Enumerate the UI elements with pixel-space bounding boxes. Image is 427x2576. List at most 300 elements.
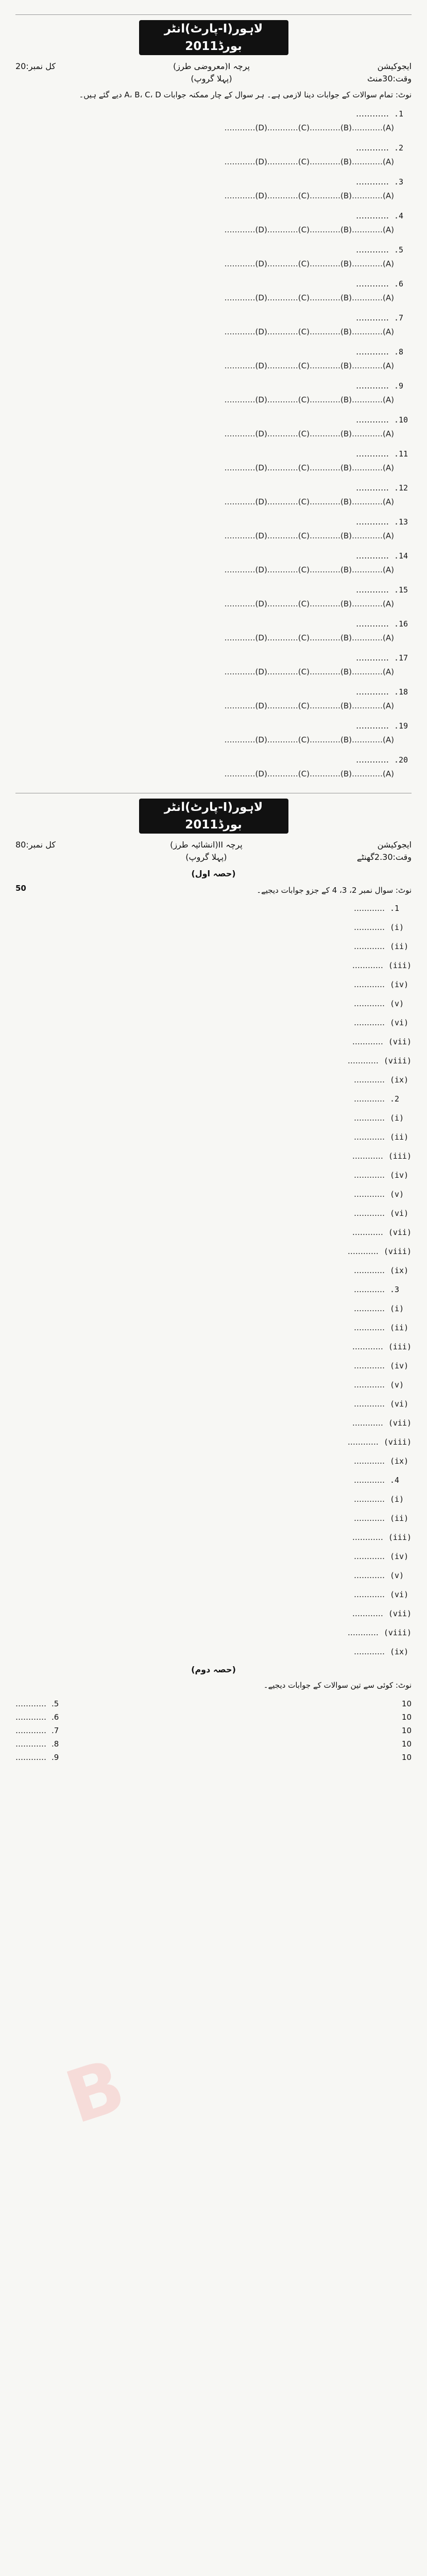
objective-question-options: (A)…………(B)…………(C)…………(D)………… [224, 463, 394, 472]
short-question-line [15, 1626, 412, 1639]
objective-question-number: 8. [394, 347, 404, 357]
short-question-line [15, 978, 412, 991]
short-question-item [15, 1341, 412, 1353]
objective-question-line [15, 549, 412, 563]
short-question-line [15, 1188, 412, 1201]
short-questions-list [15, 902, 412, 1658]
section-one-block [15, 884, 412, 1658]
short-question-text: ………… [352, 1418, 383, 1428]
objective-question-number: 3. [394, 177, 404, 187]
objective-question-text: ………… [356, 177, 389, 187]
short-question-number: (vii) [388, 1418, 412, 1428]
short-question-line [15, 1607, 412, 1620]
long-question-item [15, 1710, 412, 1724]
short-question-number: (iii) [388, 1533, 412, 1542]
short-question-line [15, 1341, 412, 1353]
objective-question-text: ………… [356, 449, 389, 459]
short-question-item [15, 1588, 412, 1601]
short-question-line [15, 1131, 412, 1144]
paper-1-left-meta [367, 60, 412, 85]
short-question-number: (v) [390, 1380, 404, 1389]
objective-question-options: (A)…………(B)…………(C)…………(D)………… [224, 361, 394, 370]
short-question-line [15, 1550, 412, 1563]
short-question-text: ………… [354, 942, 385, 951]
short-question-item [15, 1474, 412, 1487]
objective-question-item [15, 549, 412, 577]
short-question-number: (iv) [390, 980, 409, 989]
objective-question-text: ………… [356, 415, 389, 425]
paper-1-time: وقت:30منٹ [367, 74, 412, 83]
short-question-item [15, 1226, 412, 1239]
objective-question-options: (A)…………(B)…………(C)…………(D)………… [224, 157, 394, 166]
short-question-item [15, 1188, 412, 1201]
objective-question-line [15, 243, 412, 257]
short-question-line [15, 1112, 412, 1125]
long-question-content [15, 1697, 59, 1710]
objective-question-options: (A)…………(B)…………(C)…………(D)………… [224, 327, 394, 336]
objective-question-number: 20. [394, 755, 408, 765]
long-question-text: ………… [15, 1713, 46, 1722]
objective-question-number: 14. [394, 551, 408, 561]
objective-question-line [15, 719, 412, 733]
short-question-item [15, 1074, 412, 1087]
objective-question-item [15, 583, 412, 611]
paper-1-instructions: نوٹ: تمام سوالات کے جوابات دینا لازمی ہے۔ ہر سوال کے چار ممکنہ جوابات A، B، C، D دیے گئے ہیں۔ [79, 90, 412, 99]
short-question-text: ………… [354, 1018, 385, 1027]
paper-1-right-meta [15, 60, 56, 73]
section-two-heading: (حصہ دوم) [191, 1665, 236, 1674]
objective-question-options: (A)…………(B)…………(C)…………(D)………… [224, 429, 394, 438]
long-question-item [15, 1751, 412, 1764]
objective-question-item [15, 243, 412, 270]
short-question-line [15, 1646, 412, 1658]
short-question-text: ………… [354, 1514, 385, 1523]
objective-question-item [15, 413, 412, 440]
paper-2-marks: کل نمبر:80 [15, 840, 56, 850]
objective-question-text: ………… [356, 517, 389, 527]
short-question-text: ………… [352, 1533, 383, 1542]
objective-question-item [15, 651, 412, 679]
short-question-text: ………… [354, 1456, 385, 1466]
short-question-item [15, 1379, 412, 1392]
short-question-line [15, 1207, 412, 1220]
paper-1-title: انٹر(پارٹ-I)لاہور بورڈ2011 [139, 20, 288, 55]
short-question-item [15, 1055, 412, 1067]
short-question-item [15, 1093, 412, 1106]
short-question-text: ………… [354, 1361, 385, 1370]
short-question-item [15, 1169, 412, 1182]
short-question-text: ………… [354, 1495, 385, 1504]
short-question-item [15, 1112, 412, 1125]
short-question-text: ………… [354, 1285, 385, 1294]
objective-question-number: 19. [394, 721, 408, 731]
short-question-number: (ix) [390, 1266, 409, 1275]
short-question-number: (ii) [390, 942, 409, 951]
short-question-line [15, 1588, 412, 1601]
objective-question-line [15, 311, 412, 325]
long-question-marks: 10 [401, 1726, 412, 1735]
short-question-text: ………… [354, 1266, 385, 1275]
objective-question-line [15, 345, 412, 359]
objective-question-item [15, 311, 412, 338]
short-question-number: (vi) [390, 1399, 409, 1409]
short-question-item [15, 921, 412, 934]
short-question-number: 3. [390, 1285, 400, 1294]
short-question-text: ………… [352, 1342, 383, 1351]
objective-question-text: ………… [356, 143, 389, 152]
objective-question-text: ………… [356, 653, 389, 663]
watermark-logo: B [56, 2043, 134, 2140]
short-question-text: ………… [354, 1323, 385, 1332]
short-question-text: ………… [352, 1037, 383, 1046]
short-question-number: (i) [390, 923, 404, 932]
short-question-item [15, 1493, 412, 1506]
short-question-text: ………… [347, 1056, 379, 1065]
paper-2-meta [15, 839, 412, 863]
long-question-marks: 10 [401, 1699, 412, 1708]
short-question-number: (ix) [390, 1075, 409, 1084]
short-question-line [15, 1169, 412, 1182]
long-question-text: ………… [15, 1726, 46, 1735]
paper-1-center-meta [173, 60, 250, 85]
short-question-number: (viii) [383, 1628, 412, 1637]
short-question-text: ………… [354, 1647, 385, 1656]
long-questions-list [15, 1697, 412, 1764]
short-question-item [15, 1016, 412, 1029]
objective-question-item [15, 481, 412, 509]
long-question-number: 8. [52, 1739, 59, 1749]
objective-question-item [15, 515, 412, 543]
short-question-line [15, 1074, 412, 1087]
short-question-number: (vi) [390, 1590, 409, 1599]
short-question-item [15, 1245, 412, 1258]
objective-question-item [15, 209, 412, 236]
short-question-line [15, 1036, 412, 1048]
objective-question-number: 17. [394, 653, 408, 663]
short-question-item [15, 997, 412, 1010]
short-question-number: (v) [390, 1190, 404, 1199]
short-question-line [15, 1360, 412, 1372]
objective-question-number: 10. [394, 415, 408, 425]
short-question-item [15, 1646, 412, 1658]
short-question-line [15, 1531, 412, 1544]
short-question-item [15, 1131, 412, 1144]
short-question-item [15, 1436, 412, 1449]
objective-question-text: ………… [356, 279, 389, 289]
short-question-line [15, 1569, 412, 1582]
long-question-marks: 10 [401, 1753, 412, 1762]
objective-question-options: (A)…………(B)…………(C)…………(D)………… [224, 633, 394, 642]
short-question-item [15, 1569, 412, 1582]
short-question-number: (ii) [390, 1514, 409, 1523]
long-question-marks: 10 [401, 1739, 412, 1749]
short-question-line [15, 997, 412, 1010]
paper-1-marks: کل نمبر:20 [15, 61, 56, 71]
short-question-number: (ix) [390, 1647, 409, 1656]
objective-question-line [15, 515, 412, 529]
short-question-number: 2. [390, 1094, 400, 1104]
short-question-line [15, 1302, 412, 1315]
objective-question-text: ………… [356, 109, 389, 118]
objective-question-line [15, 413, 412, 427]
short-question-number: (ii) [390, 1323, 409, 1332]
short-question-text: ………… [354, 1304, 385, 1313]
paper-2-time: وقت:2.30گھنٹے [356, 852, 412, 862]
objective-question-line [15, 617, 412, 631]
short-question-item [15, 1607, 412, 1620]
objective-question-options: (A)…………(B)…………(C)…………(D)………… [224, 191, 394, 200]
short-question-line [15, 1093, 412, 1106]
short-question-line [15, 1016, 412, 1029]
short-question-number: (ix) [390, 1456, 409, 1466]
objective-question-number: 1. [394, 109, 404, 118]
short-question-text: ………… [354, 980, 385, 989]
objective-question-item [15, 277, 412, 304]
objective-question-item [15, 447, 412, 474]
short-question-text: ………… [354, 999, 385, 1008]
objective-question-options: (A)…………(B)…………(C)…………(D)………… [224, 259, 394, 268]
objective-question-item [15, 141, 412, 168]
objective-question-options: (A)…………(B)…………(C)…………(D)………… [224, 599, 394, 608]
objective-question-text: ………… [356, 381, 389, 391]
short-question-text: ………… [354, 1571, 385, 1580]
objective-question-options: (A)…………(B)…………(C)…………(D)………… [224, 497, 394, 506]
long-question-text: ………… [15, 1739, 46, 1749]
short-question-number: (iii) [388, 961, 412, 970]
objective-question-options: (A)…………(B)…………(C)…………(D)………… [224, 769, 394, 778]
short-question-text: ………… [354, 1094, 385, 1104]
short-question-line [15, 1264, 412, 1277]
paper-1-subject: ایجوکیشن [377, 61, 412, 71]
objective-question-item [15, 617, 412, 645]
section-one-marks: 50 [15, 884, 26, 893]
long-question-item [15, 1737, 412, 1751]
objective-question-item [15, 107, 412, 134]
objective-question-options: (A)…………(B)…………(C)…………(D)………… [224, 565, 394, 574]
short-question-item [15, 1531, 412, 1544]
objective-question-number: 6. [394, 279, 404, 289]
objective-question-options: (A)…………(B)…………(C)…………(D)………… [224, 395, 394, 404]
short-question-text: ………… [352, 961, 383, 970]
short-question-item [15, 1150, 412, 1163]
objective-question-line [15, 379, 412, 393]
paper-1-section [15, 14, 412, 781]
objective-question-text: ………… [356, 245, 389, 255]
short-question-line [15, 1245, 412, 1258]
objective-question-options: (A)…………(B)…………(C)…………(D)………… [224, 293, 394, 302]
short-question-text: ………… [352, 1609, 383, 1618]
objective-question-line [15, 277, 412, 291]
short-question-line [15, 959, 412, 972]
objective-question-item [15, 685, 412, 713]
short-question-number: (vii) [388, 1228, 412, 1237]
short-question-text: ………… [354, 1171, 385, 1180]
paper-2-right-meta [15, 839, 56, 851]
paper-1-meta [15, 60, 412, 85]
objective-question-options: (A)…………(B)…………(C)…………(D)………… [224, 531, 394, 540]
short-question-number: (viii) [383, 1437, 412, 1447]
objective-question-item [15, 175, 412, 202]
long-question-text: ………… [15, 1699, 46, 1708]
objective-question-number: 11. [394, 449, 408, 459]
short-question-number: (vi) [390, 1209, 409, 1218]
short-question-item [15, 902, 412, 915]
paper-1-group: (پہلا گروپ) [191, 74, 232, 83]
short-question-line [15, 1417, 412, 1430]
short-question-text: ………… [354, 1190, 385, 1199]
objective-question-number: 12. [394, 483, 408, 493]
objective-question-number: 16. [394, 619, 408, 629]
short-question-number: (i) [390, 1304, 404, 1313]
objective-question-line [15, 481, 412, 495]
short-question-number: (iv) [390, 1361, 409, 1370]
short-question-number: (vi) [390, 1018, 409, 1027]
objective-question-options: (A)…………(B)…………(C)…………(D)………… [224, 123, 394, 132]
objective-question-line [15, 141, 412, 155]
short-question-line [15, 1398, 412, 1411]
paper-2-subject: ایجوکیشن [377, 840, 412, 850]
short-question-line [15, 1512, 412, 1525]
short-question-item [15, 978, 412, 991]
objective-question-number: 7. [394, 313, 404, 323]
short-question-text: ………… [354, 1209, 385, 1218]
objective-question-text: ………… [356, 483, 389, 493]
objective-question-options: (A)…………(B)…………(C)…………(D)………… [224, 667, 394, 676]
objective-question-line [15, 651, 412, 665]
short-question-line [15, 1455, 412, 1468]
long-question-content [15, 1710, 59, 1724]
short-question-item [15, 1417, 412, 1430]
objective-question-line [15, 107, 412, 121]
long-question-content [15, 1724, 59, 1737]
short-question-text: ………… [354, 1476, 385, 1485]
paper-2-section [15, 793, 412, 1764]
paper-1-paper: پرچہ I(معروضی طرز) [173, 61, 250, 71]
short-question-text: ………… [352, 1151, 383, 1161]
long-question-item [15, 1724, 412, 1737]
short-question-line [15, 1321, 412, 1334]
short-question-line [15, 1474, 412, 1487]
short-question-text: ………… [354, 1552, 385, 1561]
short-question-text: ………… [347, 1437, 379, 1447]
objective-question-text: ………… [356, 721, 389, 731]
paper-2-center-meta [170, 839, 243, 863]
objective-question-text: ………… [356, 619, 389, 629]
short-question-line [15, 1493, 412, 1506]
long-question-item [15, 1697, 412, 1710]
short-question-number: (vii) [388, 1037, 412, 1046]
short-question-number: (i) [390, 1495, 404, 1504]
short-question-item [15, 1302, 412, 1315]
short-question-text: ………… [354, 923, 385, 932]
short-question-number: (iv) [390, 1552, 409, 1561]
short-question-line [15, 921, 412, 934]
short-question-item [15, 1360, 412, 1372]
short-question-number: (v) [390, 1571, 404, 1580]
objective-question-text: ………… [356, 551, 389, 561]
paper-2-instructions: نوٹ: سوال نمبر 2، 3، 4 کے جزو جوابات دیجیے۔ [257, 886, 412, 895]
objective-question-number: 2. [394, 143, 404, 152]
short-question-number: (v) [390, 999, 404, 1008]
short-question-item [15, 1550, 412, 1563]
long-question-content [15, 1751, 59, 1764]
long-question-number: 9. [52, 1753, 59, 1762]
objective-question-text: ………… [356, 211, 389, 221]
paper-2-left-meta [357, 839, 412, 863]
short-question-line [15, 1150, 412, 1163]
short-question-line [15, 1436, 412, 1449]
short-question-item [15, 1283, 412, 1296]
short-question-number: (vii) [388, 1609, 412, 1618]
short-question-number: (viii) [383, 1056, 412, 1065]
objective-question-number: 15. [394, 585, 408, 595]
objective-question-item [15, 719, 412, 747]
short-question-item [15, 1455, 412, 1468]
objective-question-number: 13. [394, 517, 408, 527]
short-question-text: ………… [352, 1228, 383, 1237]
long-question-number: 5. [52, 1699, 59, 1708]
short-question-number: (iii) [388, 1151, 412, 1161]
long-question-number: 7. [52, 1726, 59, 1735]
short-question-number: (i) [390, 1113, 404, 1123]
short-question-item [15, 1036, 412, 1048]
objective-question-text: ………… [356, 687, 389, 697]
objective-question-line [15, 685, 412, 699]
short-question-line [15, 1283, 412, 1296]
objective-question-text: ………… [356, 347, 389, 357]
short-question-text: ………… [354, 1590, 385, 1599]
short-question-item [15, 1321, 412, 1334]
short-question-text: ………… [354, 904, 385, 913]
objective-question-text: ………… [356, 313, 389, 323]
short-question-number: 4. [390, 1476, 400, 1485]
short-question-text: ………… [354, 1399, 385, 1409]
short-question-number: 1. [390, 904, 400, 913]
objective-question-line [15, 175, 412, 189]
short-question-line [15, 1055, 412, 1067]
short-question-number: (iv) [390, 1171, 409, 1180]
objective-question-options: (A)…………(B)…………(C)…………(D)………… [224, 735, 394, 744]
objective-question-line [15, 447, 412, 461]
short-question-number: (ii) [390, 1132, 409, 1142]
short-question-item [15, 1398, 412, 1411]
objective-question-options: (A)…………(B)…………(C)…………(D)………… [224, 225, 394, 234]
short-question-line [15, 1226, 412, 1239]
short-question-text: ………… [354, 1380, 385, 1389]
objective-question-item [15, 379, 412, 406]
objective-question-item [15, 753, 412, 781]
long-question-marks: 10 [401, 1713, 412, 1722]
short-question-number: (viii) [383, 1247, 412, 1256]
objective-questions-list [15, 107, 412, 781]
paper-2-title: انٹر(پارٹ-I)لاہور بورڈ2011 [139, 799, 288, 834]
paper-2-paper: پرچہ II(انشائیہ طرز) [170, 840, 243, 850]
section-two-note: نوٹ: کوئی سے تین سوالات کے جوابات دیجیے۔ [263, 1681, 412, 1690]
objective-question-line [15, 753, 412, 767]
objective-question-line [15, 583, 412, 597]
objective-question-number: 5. [394, 245, 404, 255]
short-question-line [15, 1379, 412, 1392]
objective-question-number: 4. [394, 211, 404, 221]
paper-2-group: (پہلا گروپ) [185, 852, 227, 862]
long-question-content [15, 1737, 59, 1751]
short-question-line [15, 940, 412, 953]
long-question-text: ………… [15, 1753, 46, 1762]
objective-question-item [15, 345, 412, 372]
short-question-text: ………… [354, 1075, 385, 1084]
objective-question-options: (A)…………(B)…………(C)…………(D)………… [224, 701, 394, 710]
objective-question-text: ………… [356, 755, 389, 765]
